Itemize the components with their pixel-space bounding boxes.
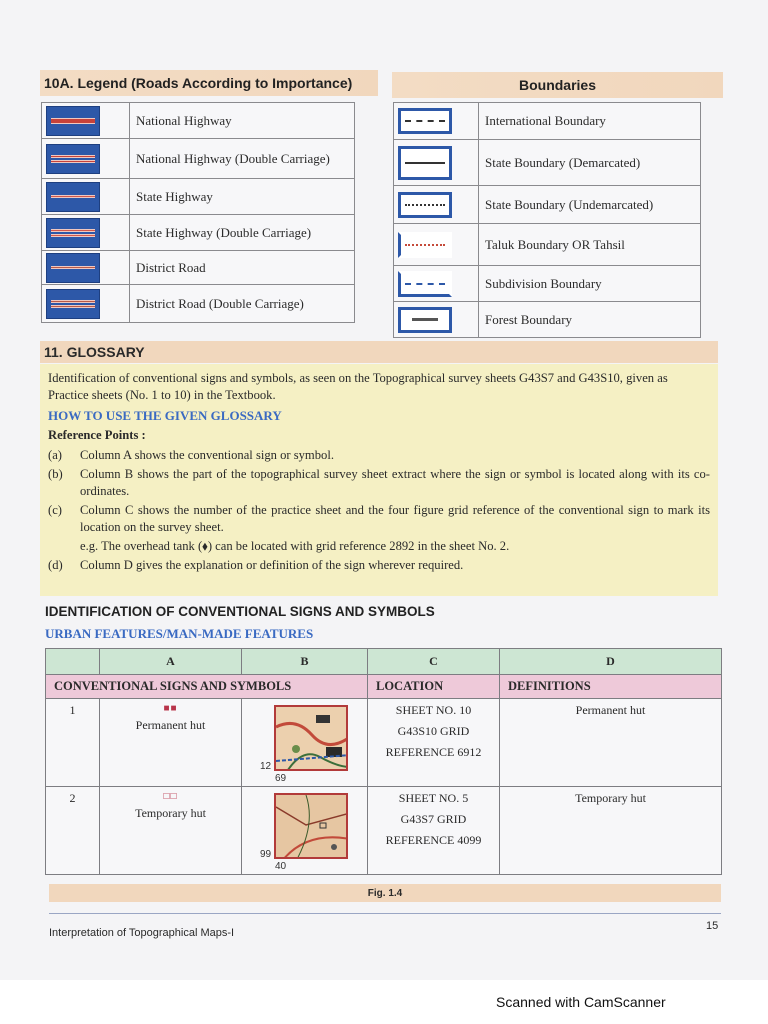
- glossary-header: [40, 341, 718, 363]
- identification-title: IDENTIFICATION OF CONVENTIONAL SIGNS AND SYMBOLS: [45, 604, 435, 619]
- state-highway-symbol: [46, 182, 100, 212]
- table-row: [46, 699, 722, 787]
- forest-boundary-symbol: [398, 307, 452, 333]
- legend-row: [394, 186, 701, 224]
- column-letter: D: [500, 649, 722, 675]
- table-row: [46, 787, 722, 875]
- location-head: LOCATION: [368, 675, 500, 699]
- legend-row: [394, 224, 701, 266]
- legend-label: State Boundary (Undemarcated): [479, 186, 701, 224]
- district-road-symbol: [46, 253, 100, 283]
- state-highway-double-symbol: [46, 218, 100, 248]
- grid-easting: 69: [275, 773, 287, 784]
- reference-point: (b) Column B shows the part of the topographical survey sheet extract where the sign or symbol is located along with its co-ordinates.: [48, 467, 710, 498]
- reference-point: (d) Column D gives the explanation or definition of the sign wherever required.: [48, 558, 464, 572]
- definitions-head: DEFINITIONS: [500, 675, 722, 699]
- location-cell: SHEET NO. 10 G43S10 GRID REFERENCE 6912: [368, 699, 500, 787]
- legend-label: District Road: [130, 251, 355, 285]
- figure-caption: Fig. 1.4: [367, 887, 403, 899]
- grid-northing: 99: [260, 849, 272, 860]
- roads-legend-header: [40, 70, 378, 96]
- reference-points-heading: Reference Points :: [48, 428, 146, 442]
- state-boundary-demarcated-symbol: [398, 146, 452, 180]
- row-number: 1: [46, 699, 100, 787]
- roads-legend-title: 10A. Legend (Roads According to Importance): [44, 75, 353, 91]
- legend-row: [42, 179, 355, 215]
- grid-easting: 40: [275, 861, 287, 872]
- subdivision-boundary-symbol: [398, 271, 452, 297]
- temporary-hut-icon: □□: [163, 791, 178, 802]
- grid-northing: 12: [260, 761, 272, 772]
- glossary-box: [40, 364, 718, 596]
- map-extract-image: [274, 793, 348, 859]
- column-letter: A: [100, 649, 242, 675]
- symbol-label: Temporary hut: [135, 806, 206, 820]
- national-highway-double-symbol: [46, 144, 100, 174]
- legend-label: State Boundary (Demarcated): [479, 140, 701, 186]
- symbol-cell: [100, 699, 242, 787]
- legend-label: Forest Boundary: [479, 302, 701, 338]
- definition-cell: Temporary hut: [500, 787, 722, 875]
- how-to-heading: HOW TO USE THE GIVEN GLOSSARY: [48, 408, 282, 423]
- glossary-title: 11. GLOSSARY: [44, 344, 145, 360]
- legend-label: National Highway (Double Carriage): [130, 139, 355, 179]
- column-letter: C: [368, 649, 500, 675]
- permanent-hut-icon: ■■: [163, 703, 178, 714]
- footer-title: Interpretation of Topographical Maps-I: [49, 927, 235, 939]
- boundaries-legend-header: [392, 72, 723, 98]
- state-boundary-undemarcated-symbol: [398, 192, 452, 218]
- scanner-watermark: Scanned with CamScanner: [496, 994, 666, 1010]
- legend-label: Taluk Boundary OR Tahsil: [479, 224, 701, 266]
- legend-label: District Road (Double Carriage): [130, 285, 355, 323]
- legend-label: National Highway: [130, 103, 355, 139]
- legend-row: [42, 251, 355, 285]
- symbol-label: Permanent hut: [135, 718, 206, 732]
- location-cell: SHEET NO. 5 G43S7 GRID REFERENCE 4099: [368, 787, 500, 875]
- signs-head: CONVENTIONAL SIGNS AND SYMBOLS: [46, 675, 368, 699]
- boundaries-legend-title: Boundaries: [518, 77, 596, 93]
- footer-rule: [49, 913, 721, 914]
- map-extract-cell: [242, 787, 368, 875]
- legend-row: [394, 266, 701, 302]
- row-number: 2: [46, 787, 100, 875]
- reference-point: (c) Column C shows the number of the practice sheet and the four figure grid reference of the conventional sign to mark its location on the survey sheet.: [48, 503, 710, 534]
- international-boundary-symbol: [398, 108, 452, 134]
- national-highway-symbol: [46, 106, 100, 136]
- legend-row: [42, 285, 355, 323]
- legend-row: [394, 302, 701, 338]
- legend-label: Subdivision Boundary: [479, 266, 701, 302]
- example-line: e.g. The overhead tank (⬧) can be located with grid reference 2892 in the sheet No. 2.: [80, 539, 510, 553]
- conventional-signs-table: [45, 648, 722, 875]
- column-letter: B: [242, 649, 368, 675]
- legend-row: [394, 103, 701, 140]
- legend-row: [42, 103, 355, 139]
- page-number: 15: [706, 920, 719, 932]
- legend-row: [42, 215, 355, 251]
- urban-features-subtitle: URBAN FEATURES/MAN-MADE FEATURES: [45, 626, 314, 641]
- legend-label: State Highway (Double Carriage): [130, 215, 355, 251]
- legend-row: [42, 139, 355, 179]
- legend-label: State Highway: [130, 179, 355, 215]
- symbol-cell: [100, 787, 242, 875]
- definition-cell: Permanent hut: [500, 699, 722, 787]
- district-road-double-symbol: [46, 289, 100, 319]
- boundaries-legend-table: [393, 102, 701, 338]
- reference-point: (a) Column A shows the conventional sign or symbol.: [48, 448, 334, 462]
- legend-label: International Boundary: [479, 103, 701, 140]
- figure-caption-bar: [49, 884, 721, 902]
- taluk-boundary-symbol: [398, 232, 452, 258]
- column-letters-row: [46, 649, 722, 675]
- map-extract-cell: [242, 699, 368, 787]
- column-heads-row: [46, 675, 722, 699]
- roads-legend-table: [41, 102, 355, 323]
- legend-row: [394, 140, 701, 186]
- map-extract-image: [274, 705, 348, 771]
- glossary-intro: Identification of conventional signs and symbols, as seen on the Topographical survey sheets G43S7 and G43S10, given as Practice sheets (No. 1 to 10) in the Textbook.: [48, 371, 668, 402]
